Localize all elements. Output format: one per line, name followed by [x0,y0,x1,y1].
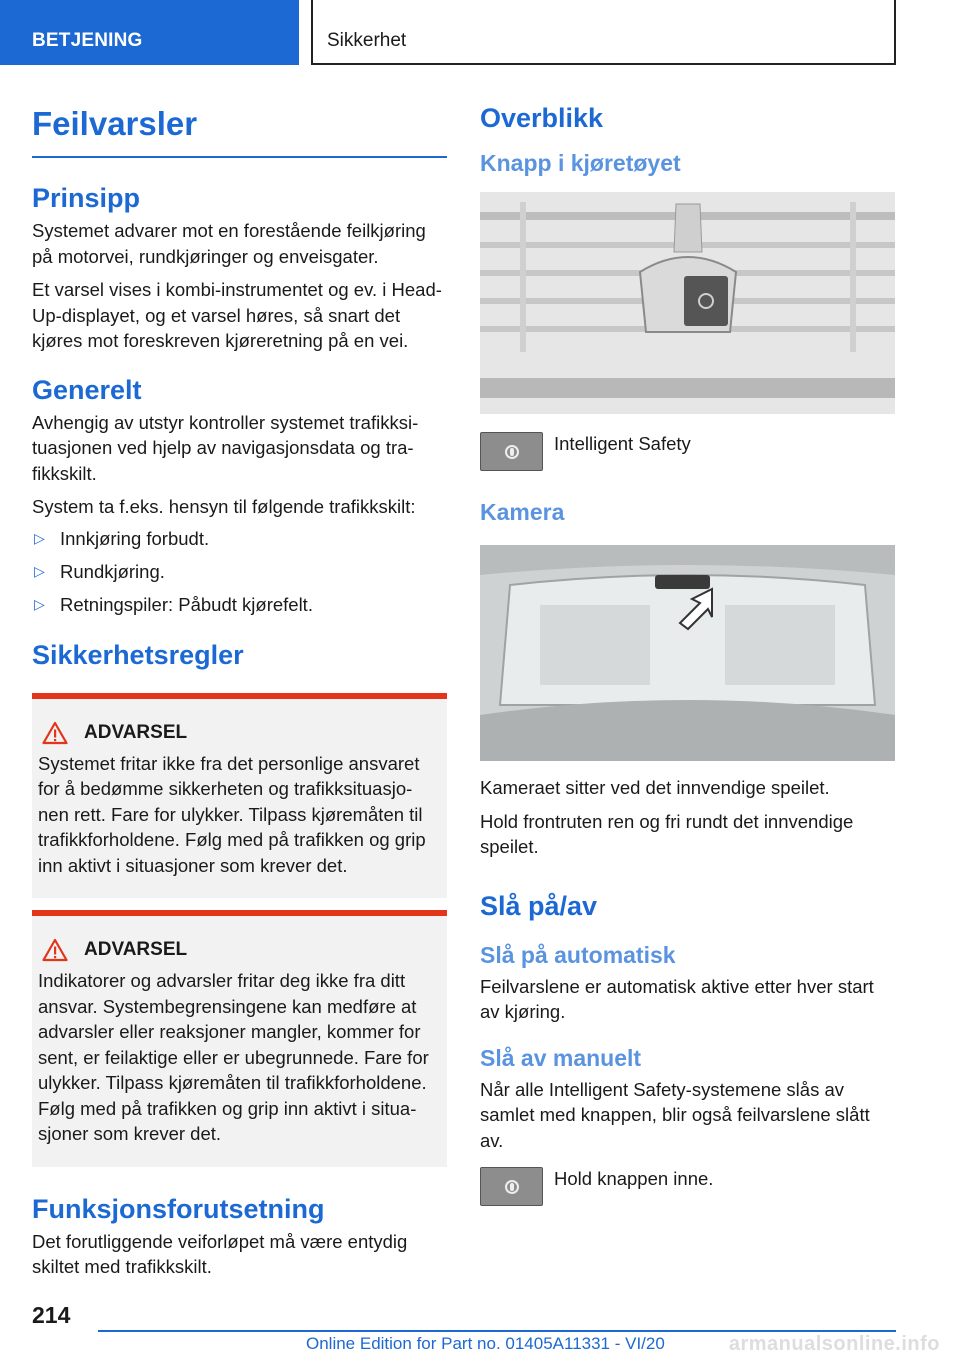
triangle-bullet-icon: ▷ [34,529,45,546]
right-column [480,100,895,1206]
section-title: Sikkerhet [311,0,896,65]
triangle-bullet-icon: ▷ [34,595,45,612]
chapter-tab: BETJENING [0,0,299,65]
manual-paragraph: Når alle Intelligent Safety-systemene slås av samlet med knappen, blir også feilvarslene slått av. [480,1078,870,1151]
warning-label: ADVARSEL [84,721,188,743]
button-label: Intelligent Safety [554,433,691,454]
warning-box-2 [32,910,447,1167]
manual-heading: Slå av manuelt [480,1044,642,1071]
camera-photo [480,545,895,761]
warning-label: ADVARSEL [84,939,188,960]
list-item: ▷ Innkjøring forbudt. [34,527,210,549]
watermark: armanualsonline.info [728,1333,940,1355]
list-item: ▷ Rundkjøring. [34,560,165,582]
general-heading: Generelt [32,374,142,405]
principle-heading: Prinsipp [32,183,141,213]
triangle-bullet-icon: ▷ [34,562,45,579]
camera-paragraph-1: Kameraet sitter ved det innvendige speilet. [480,777,830,798]
intelligent-safety-button-icon [480,1167,543,1206]
auto-paragraph: Feilvarslene er automatisk aktive etter hver start av kjøring. [480,975,874,1022]
warning-box-1 [32,693,447,899]
page-title: Feilvarsler [32,104,447,158]
camera-paragraph-2: Hold frontruten ren og fri rundt det innvendige speilet. [480,810,854,857]
edition-text: Online Edition for Part no. 01405A11331 - VI/20 [306,1334,665,1353]
warning-text: Indikatorer og advarsler fritar deg ikke fra ditt ansvar. Systembegrensingene kan medføre at advarsler eller reaksjoner mangler, kommer for sent, er feilaktige eller er ubegrunnede. Fare for ulykker. Tilpass kjøremåten til trafikkforholdene. Følg med på trafikken og grip inn aktivt i situa-sjoner som krever det. [38,970,429,1144]
hold-button-text: Hold knappen inne. [554,1168,714,1189]
traffic-sign-list [32,526,447,617]
requirement-heading: Funksjonsforutsetning [32,1193,325,1224]
windshield-camera-illustration [480,545,895,761]
general-paragraph-1: Avhengig av utstyr kontroller systemet trafikksi-tuasjonen ved hjelp av navigasjonsdata og tra-fikkskilt. [32,411,419,484]
footer-divider [98,1330,896,1332]
list-item: ▷ Retningspiler: Påbudt kjørefelt. [34,593,313,615]
warning-triangle-icon [42,938,68,962]
auto-heading: Slå på automatisk [480,941,676,968]
requirement-paragraph: Det forutliggende veiforløpet må være entydig skiltet med trafikkskilt. [32,1230,408,1277]
principle-paragraph-1: Systemet advarer mot en forestående feilkjøring på motorvei, rundkjøringer og enveisgater. [32,220,426,267]
camera-heading: Kamera [480,499,565,525]
left-column [32,100,447,1280]
page-number: 214 [32,1302,71,1328]
onoff-heading: Slå på/av [480,890,598,921]
general-paragraph-2: System ta f.eks. hensyn til følgende trafikkskilt: [32,496,416,517]
overview-heading: Overblikk [480,103,604,133]
safety-heading: Sikkerhetsregler [32,639,244,670]
button-heading: Knapp i kjøretøyet [480,150,681,176]
principle-paragraph-2: Et varsel vises i kombi-instrumentet og ev. i Head-Up-displayet, og et varsel høres, så snart det kjøres mot foreskreven kjøreretning på en vei. [32,279,442,351]
warning-triangle-icon [42,721,68,745]
warning-text: Systemet fritar ikke fra det personlige ansvaret for å bedømme sikkerheten og trafikksituasjo-nen rett. Fare for ulykker. Tilpass kjøremåten til trafikkforholdene. Følg med på trafikken og grip inn aktivt i situasjoner som krever det. [38,752,426,876]
intelligent-safety-button-icon [480,432,543,471]
dashboard-button-illustration [480,192,895,414]
button-photo [480,192,895,414]
